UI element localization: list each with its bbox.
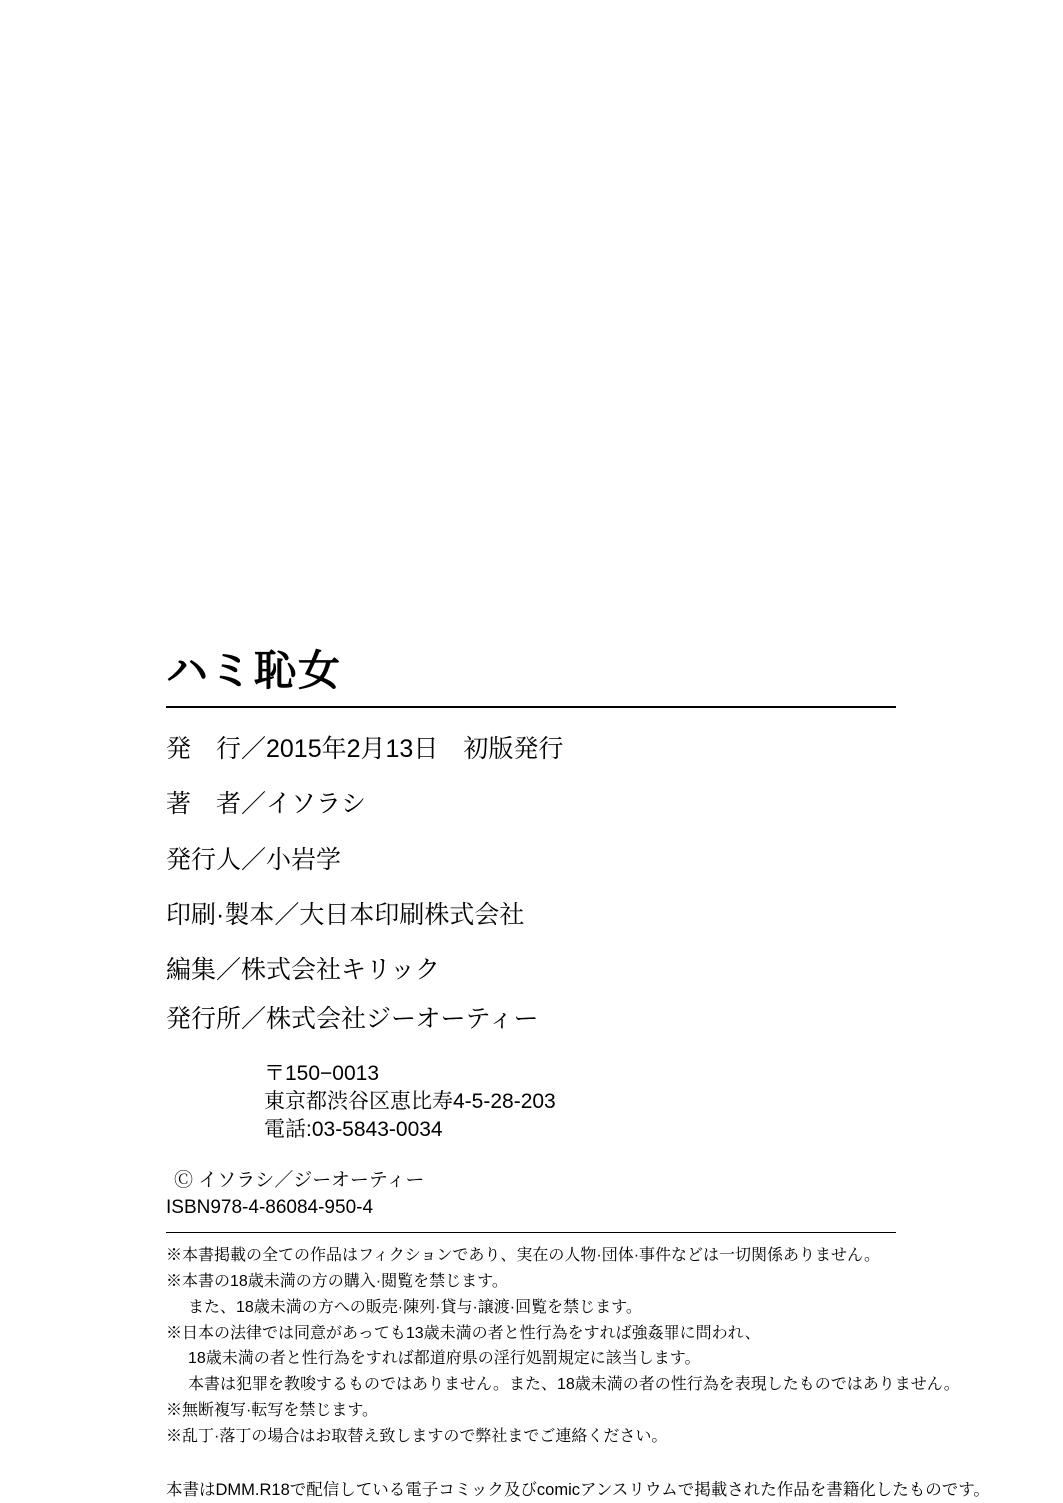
notice-law: ※日本の法律では同意があっても13歳未満の者と性行為をすれば強姦罪に問われ、 <box>166 1324 761 1342</box>
publisher-postal-code: 〒150−0013 <box>264 1061 380 1085</box>
title-divider <box>166 706 896 708</box>
footnote-source: 本書はDMM.R18で配信している電子コミック及びcomicアンスリウムで掲載された作品を書籍化したものです。 <box>166 1481 990 1500</box>
imprint-row-author: 著 者／イソラシ <box>166 790 367 819</box>
copyright-block <box>166 1167 896 1222</box>
publisher-address: 東京都渋谷区恵比寿4-5-28-203 <box>264 1090 556 1114</box>
imprint-row-editing: 編集／株式会社キリック <box>166 956 441 985</box>
notice-defective-copy: ※乱丁·落丁の場合はお取替え致しますので弊社までご連絡ください。 <box>166 1428 668 1446</box>
notice-law-detail: 18歳未満の者と性行為をすれば都道府県の淫行処罰規定に該当します。 <box>188 1350 701 1368</box>
notice-fiction: ※本書掲載の全ての作品はフィクションであり、実在の人物·団体·事件などは一切関係ありません。 <box>166 1246 881 1264</box>
publisher-block <box>166 1004 896 1144</box>
notice-age-restriction: ※本書の18歳未満の方の購入·閲覧を禁じます。 <box>166 1272 508 1290</box>
imprint-row-publisher-person: 発行人／小岩学 <box>166 845 342 874</box>
notices-divider <box>166 1232 896 1233</box>
notice-age-restriction-detail: また、18歳未満の方への販売·陳列·貸与·譲渡·回覧を禁じます。 <box>188 1298 642 1316</box>
notice-no-reproduction: ※無断複写·転写を禁じます。 <box>166 1402 379 1420</box>
notice-no-crime-encouragement: 本書は犯罪を教唆するものではありません。また、18歳未満の者の性行為を表現したものではありません。 <box>188 1376 960 1394</box>
isbn-line: ISBN978-4-86084-950-4 <box>166 1197 374 1219</box>
imprint-row-printing: 印刷·製本／大日本印刷株式会社 <box>166 900 525 929</box>
book-title: ハミ恥女 <box>166 646 343 695</box>
publisher-name: 発行所／株式会社ジーオーティー <box>166 1005 539 1034</box>
copyright-line: Ⓒ イソラシ／ジーオーティー <box>174 1169 425 1191</box>
notices-list <box>166 1243 960 1450</box>
imprint-row-publication-date: 発 行／2015年2月13日 初版発行 <box>166 735 564 764</box>
publisher-phone: 電話:03-5843-0034 <box>264 1118 443 1142</box>
imprint-list <box>166 734 896 986</box>
colophon-block <box>166 646 990 1503</box>
